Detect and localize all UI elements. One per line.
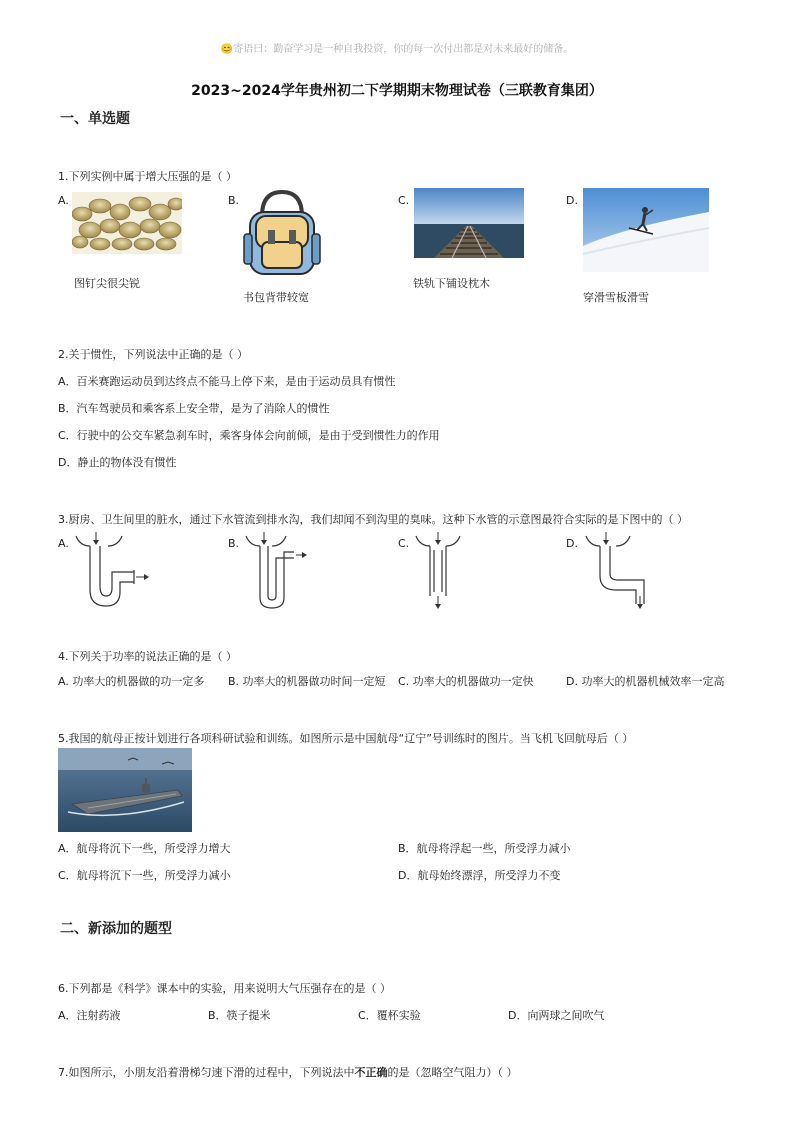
question-2-stem: 2.关于惯性，下列说法中正确的是（ ） xyxy=(58,348,248,361)
q2-option-d: D．静止的物体没有惯性 xyxy=(58,456,177,469)
q3-option-c-letter: C. xyxy=(398,537,410,550)
q1-option-a-letter: A. xyxy=(58,194,69,207)
q1-option-c-letter: C. xyxy=(398,194,410,207)
q3-option-a-letter: A. xyxy=(58,537,69,550)
q1-option-b-letter: B. xyxy=(228,194,240,207)
aircraft-carrier-image xyxy=(58,748,192,832)
q4-option-c: C. 功率大的机器做功一定快 xyxy=(398,675,534,688)
pushpins-image xyxy=(72,192,182,254)
question-3-stem: 3.厨房、卫生间里的脏水，通过下水管流到排水沟，我们却闻不到沟里的臭味。这种下水管的示意图最符合实际的是下图中的（ ） xyxy=(58,513,688,526)
q5-option-d: D．航母始终漂浮，所受浮力不变 xyxy=(398,869,561,882)
question-6-stem: 6.下列都是《科学》课本中的实验，用来说明大气压强存在的是（ ） xyxy=(58,982,391,995)
pipe-diagram-a xyxy=(72,532,152,612)
q1-caption-c: 铁轨下铺设枕木 xyxy=(413,277,490,290)
question-1-stem: 1.下列实例中属于增大压强的是（ ） xyxy=(58,170,237,183)
pipe-diagram-b xyxy=(242,532,312,612)
question-7-stem xyxy=(58,1064,518,1080)
q1-option-d-letter: D. xyxy=(566,194,578,207)
q6-option-c: C．覆杯实验 xyxy=(358,1009,421,1022)
q4-option-a: A. 功率大的机器做的功一定多 xyxy=(58,675,205,688)
q5-option-b: B．航母将浮起一些，所受浮力减小 xyxy=(398,842,571,855)
q7-stem-emphasis: 不正确 xyxy=(354,1066,388,1079)
q4-option-d: D. 功率大的机器机械效率一定高 xyxy=(566,675,725,688)
q6-option-b: B．筷子提米 xyxy=(208,1009,271,1022)
railway-image xyxy=(414,188,524,258)
q6-option-a: A．注射药液 xyxy=(58,1009,121,1022)
pipe-diagram-d xyxy=(582,532,658,612)
q4-option-b: B. 功率大的机器做功时间一定短 xyxy=(228,675,386,688)
q5-option-a: A．航母将沉下一些，所受浮力增大 xyxy=(58,842,231,855)
q1-caption-b: 书包背带较宽 xyxy=(243,291,309,304)
pipe-diagram-c xyxy=(412,532,472,612)
motto-banner: 😊寄语曰：勤奋学习是一种自我投资，你的每一次付出都是对未来最好的储备。 xyxy=(220,44,574,55)
q5-option-c: C．航母将沉下一些，所受浮力减小 xyxy=(58,869,231,882)
question-5-stem: 5.我国的航母正按计划进行各项科研试验和训练。如图所示是中国航母“辽宁”号训练时的图片。当飞机飞回航母后（ ） xyxy=(58,732,634,745)
section-heading-single-choice: 一、单选题 xyxy=(60,111,130,127)
q2-option-c: C．行驶中的公交车紧急刹车时，乘客身体会向前倾，是由于受到惯性力的作用 xyxy=(58,429,440,442)
q1-caption-a: 图钉尖很尖锐 xyxy=(74,277,140,290)
q7-stem-post: 的是（忽略空气阻力）（ ） xyxy=(387,1066,518,1079)
q7-stem-pre: 7.如图所示，小朋友沿着滑梯匀速下滑的过程中，下列说法中 xyxy=(58,1066,355,1079)
q1-caption-d: 穿滑雪板滑雪 xyxy=(583,291,649,304)
skiing-image xyxy=(583,188,709,272)
question-4-stem: 4.下列关于功率的说法正确的是（ ） xyxy=(58,650,237,663)
backpack-image xyxy=(240,186,324,278)
q3-option-b-letter: B. xyxy=(228,537,240,550)
q2-option-a: A．百米赛跑运动员到达终点不能马上停下来，是由于运动员具有惯性 xyxy=(58,375,396,388)
section-heading-new-types: 二、新添加的题型 xyxy=(60,921,172,937)
q2-option-b: B．汽车驾驶员和乘客系上安全带，是为了消除人的惯性 xyxy=(58,402,330,415)
page-title: 2023~2024学年贵州初二下学期期末物理试卷（三联教育集团） xyxy=(191,83,603,99)
q6-option-d: D．向两球之间吹气 xyxy=(508,1009,605,1022)
q3-option-d-letter: D. xyxy=(566,537,578,550)
